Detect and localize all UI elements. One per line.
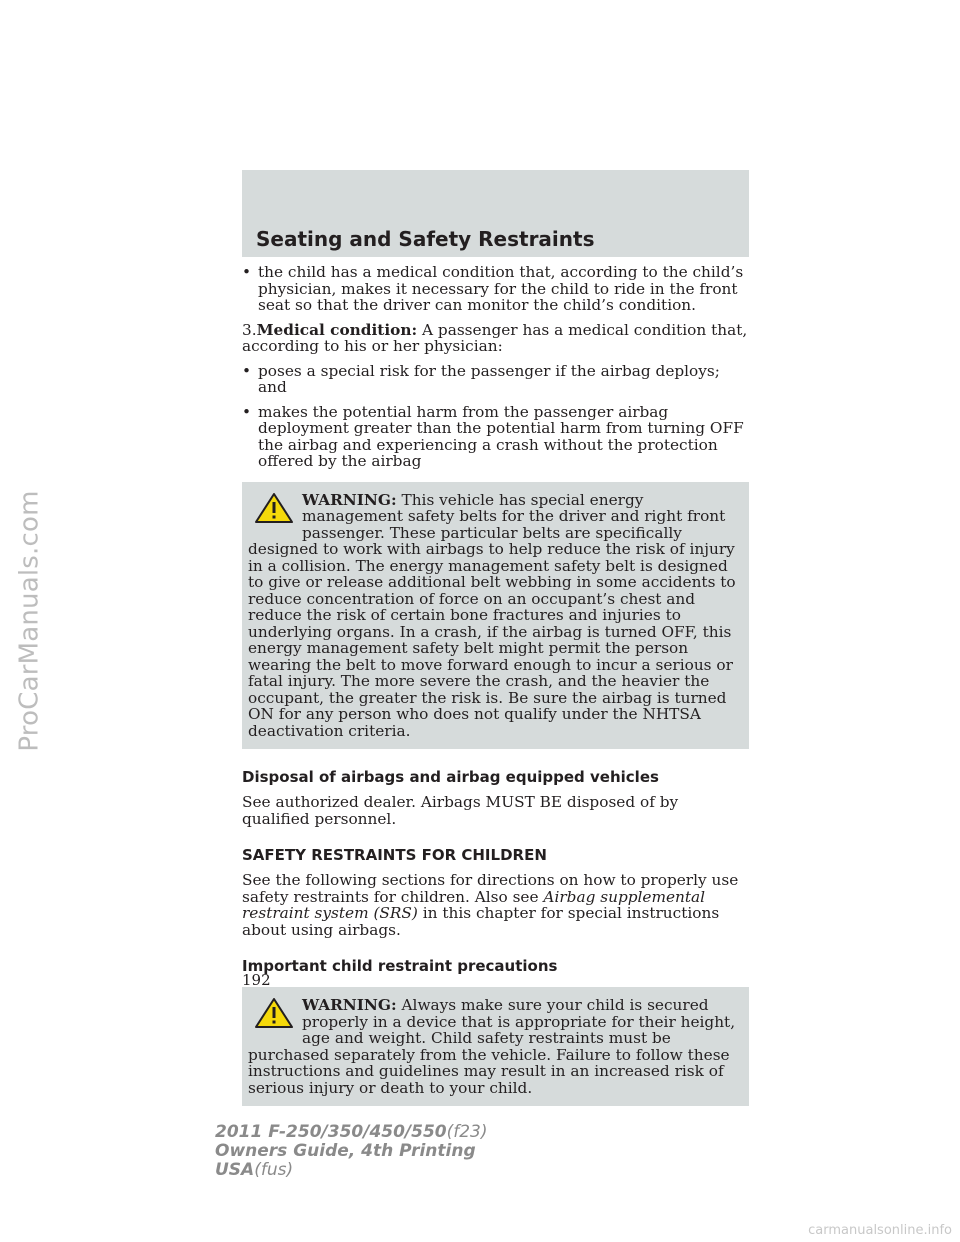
warning-triangle-icon <box>254 492 294 524</box>
footer-printing: Owners Guide, 4th Printing <box>215 1141 476 1161</box>
document-footer <box>215 1123 488 1180</box>
children-text: See the following sections for directions on how to properly use safety restraints for children. Also see <box>242 871 739 906</box>
section-header <box>242 170 749 257</box>
bullet-icon: • <box>242 263 252 281</box>
medical-label: Medical condition: <box>256 320 418 339</box>
disposal-text: See authorized dealer. Airbags MUST BE disposed of by qualified personnel. <box>242 793 679 828</box>
warning-box <box>242 987 749 1106</box>
side-watermark <box>8 0 52 1242</box>
children-paragraph <box>242 872 749 938</box>
watermark-text: ProCarManuals.com <box>15 490 45 752</box>
footer-region: USA <box>215 1160 255 1180</box>
precautions-heading: Important child restraint precautions <box>242 957 558 975</box>
children-heading: SAFETY RESTRAINTS FOR CHILDREN <box>242 846 547 864</box>
list-item <box>242 264 749 314</box>
list-item <box>242 404 749 470</box>
warning-text: This vehicle has special energy management safety belts for the driver and right front passenger. These particular belts are specifically designed to work with airbags to help reduce the risk of injury in a collision. The energy management safety belt is designed to give or release additional belt webbing in some accidents to reduce concentration of force on an occupant’s chest and reduce the risk of certain bone fractures and injuries to underlying organs. In a crash, if the airbag is turned OFF, this energy management safety belt might permit the person wearing the belt to move forward enough to incur a serious or fatal injury. The more severe the crash, and the heavier the occupant, the greater the risk is. Be sure the airbag is turned ON for any person who does not qualify under the NHTSA deactivation criteria. <box>248 490 736 740</box>
warning-label: WARNING: <box>302 490 397 509</box>
item-number: 3. <box>242 320 257 339</box>
medical-condition-paragraph <box>242 322 749 355</box>
disposal-heading: Disposal of airbags and airbag equipped vehicles <box>242 768 659 786</box>
bullet-icon: • <box>242 402 252 421</box>
srs-reference: Airbag supplemental restraint system (SRS) <box>242 887 706 922</box>
warning-text: Always make sure your child is secured properly in a device that is appropriate for their height, age and weight. Child safety restraints must be purchased separately from the vehicle. Failure to follow these instructions and guidelines may result in an increased risk of serious injury or death to your child. <box>248 996 736 1097</box>
bullet-text: makes the potential harm from the passenger airbag deployment greater than the potential harm from turning OFF the airbag and experiencing a crash without the protection offered by the airbag <box>258 402 744 470</box>
list-item <box>242 363 749 396</box>
footer-code: (f23) <box>446 1122 488 1142</box>
bullet-text: the child has a medical condition that, according to the child’s physician, makes it necessary for the child to ride in the front seat so that the driver can monitor the child’s condition. <box>258 263 744 314</box>
warning-label: WARNING: <box>302 996 397 1014</box>
source-watermark: carmanualsonline.info <box>808 1223 952 1238</box>
page-number: 192 <box>242 971 271 989</box>
children-text-after: in this chapter for special instructions about using airbags. <box>242 904 720 939</box>
warning-triangle-icon <box>254 997 294 1029</box>
page-content <box>242 264 749 1120</box>
warning-box <box>242 482 749 750</box>
bullet-text: poses a special risk for the passenger if the airbag deploys; and <box>258 361 720 396</box>
medical-text: A passenger has a medical condition that, according to his or her physician: <box>242 320 748 355</box>
footer-region-code: (fus) <box>254 1160 294 1180</box>
section-title: Seating and Safety Restraints <box>256 227 595 251</box>
footer-model: 2011 F-250/350/450/550 <box>215 1122 447 1142</box>
bullet-icon: • <box>242 361 252 380</box>
